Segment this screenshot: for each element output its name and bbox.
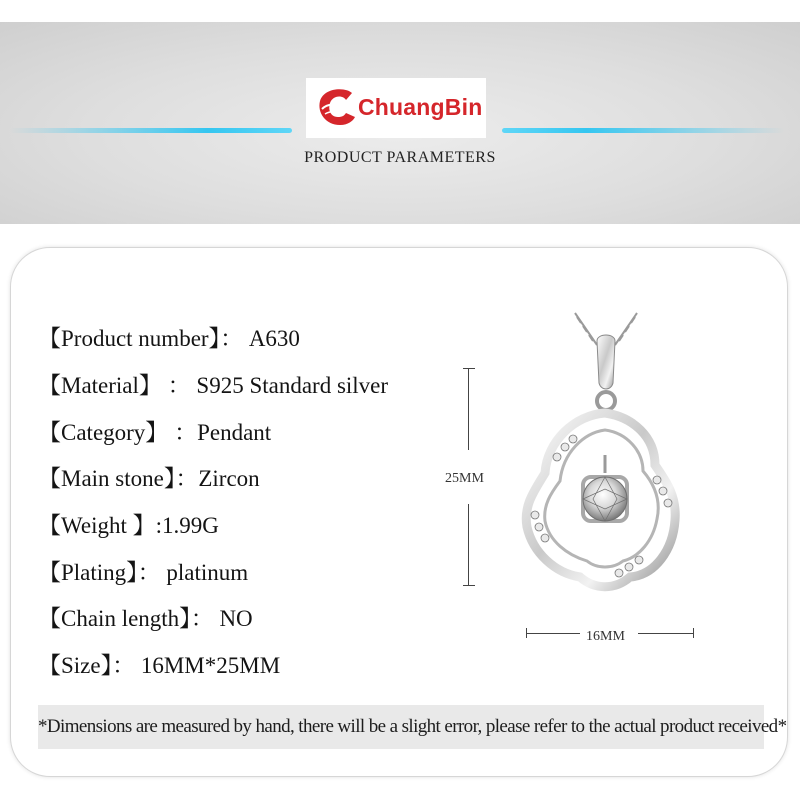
param-plating: 【Plating】： platinum <box>38 560 249 585</box>
accent-line-right <box>502 128 784 133</box>
param-main-stone: 【Main stone】：Zircon <box>38 466 260 491</box>
pendant-image <box>505 305 705 605</box>
accent-line-left <box>10 128 292 133</box>
brand-name: ChuangBin <box>358 94 483 120</box>
header-banner <box>0 22 800 224</box>
height-dimension-label: 25MM <box>445 471 484 486</box>
brand-logo-icon <box>316 87 358 127</box>
param-chain-length: 【Chain length】： NO <box>38 606 253 631</box>
param-category: 【Category】 ：Pendant <box>38 420 272 445</box>
param-size: 【Size】： 16MM*25MM <box>38 653 281 678</box>
param-material: 【Material】 ： S925 Standard silver <box>38 373 389 398</box>
width-dimension-label: 16MM <box>586 629 625 644</box>
section-subtitle: PRODUCT PARAMETERS <box>304 149 496 166</box>
param-weight: 【Weight 】:1.99G <box>38 513 219 538</box>
disclaimer-note: *Dimensions are measured by hand, there will be a slight error, please refer to the actual product received* <box>38 705 764 749</box>
param-product-number: 【Product number】： A630 <box>38 326 300 351</box>
brand-logo <box>306 78 486 138</box>
